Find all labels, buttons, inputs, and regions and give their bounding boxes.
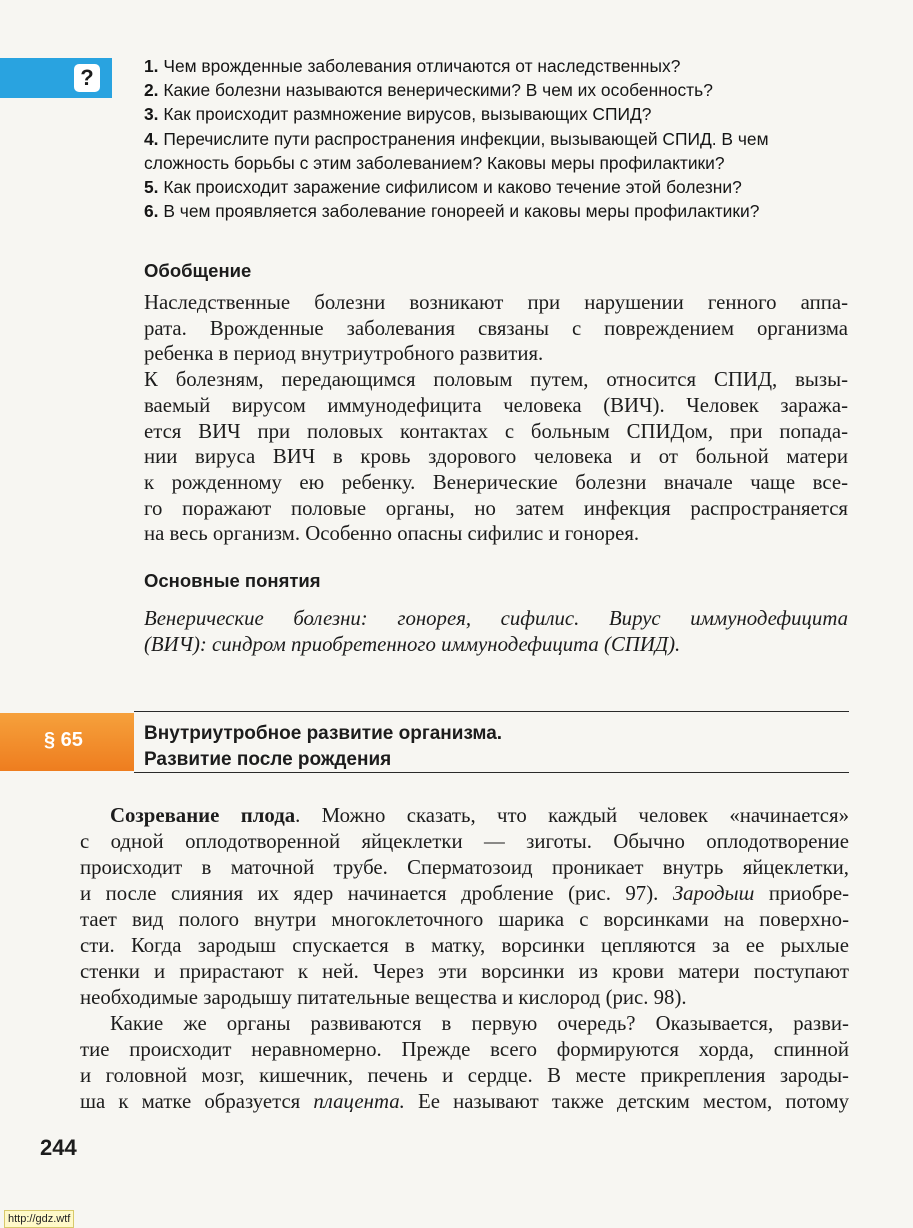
concepts-heading: Основные понятия xyxy=(144,570,321,591)
question-item xyxy=(144,199,854,223)
text-line: (ВИЧ): синдром приобретенного иммунодефицита (СПИД). xyxy=(144,632,681,656)
paragraph-tab xyxy=(0,713,134,771)
question-text: Перечислите пути распространения инфекции, вызывающей СПИД. В чем xyxy=(158,128,769,149)
text-line: с одной оплодотворенной яйцеклетки — зиготы. Обычно оплодотворение xyxy=(80,830,849,853)
question-text: сложность борьбы с этим заболеванием? Каковы меры профилактики? xyxy=(144,152,725,173)
question-number: 2. xyxy=(144,80,159,101)
question-item xyxy=(144,127,854,151)
chapter-top-rule xyxy=(134,711,849,712)
text-line xyxy=(80,1089,849,1115)
term-bold: Созревание плода xyxy=(110,804,296,827)
text-line xyxy=(80,881,849,907)
chapter-title xyxy=(144,721,502,773)
text-line: нии вируса ВИЧ в кровь здорового человека и от больной матери xyxy=(144,445,848,469)
text-line: го поражают половые органы, но затем инфекция распространяется xyxy=(144,496,848,520)
text-line: Венерические болезни: гонорея, сифилис. Вирус иммунодефицита xyxy=(144,607,848,630)
text-fragment: . Можно сказать, что каждый человек «начинается» xyxy=(295,804,849,827)
text-fragment: приобре- xyxy=(768,882,850,905)
question-item xyxy=(144,102,854,126)
question-number: 6. xyxy=(144,201,159,222)
question-text: Как происходит размножение вирусов, вызывающих СПИД? xyxy=(158,104,652,125)
text-line: происходит в маточной трубе. Сперматозоид проникает внутрь яйцеклетки, xyxy=(80,856,849,879)
text-line: необходимые зародышу питательные вещества и кислород (рис. 98). xyxy=(80,986,687,1009)
question-item-continued xyxy=(144,151,854,175)
term-italic: Зародыш xyxy=(672,882,755,905)
text-fragment: ша к матке образуется xyxy=(80,1090,301,1113)
text-line: рата. Врожденные заболевания связаны с повреждением организма xyxy=(144,316,848,340)
body-text xyxy=(80,803,850,1115)
text-line: ется ВИЧ при половых контактах с больным СПИДом, при попада- xyxy=(144,419,848,443)
text-line: стенки и прирастают к ней. Через эти ворсинки из крови матери поступают xyxy=(80,960,849,983)
text-line: и головной мозг, кишечник, печень и сердце. В месте прикрепления зароды- xyxy=(80,1064,849,1087)
summary-text xyxy=(144,290,848,547)
text-fragment: и после слияния их ядер начинается дробление (рис. 97). xyxy=(80,882,659,905)
text-line: Наследственные болезни возникают при нарушении генного аппа- xyxy=(144,291,848,314)
term-italic: плацента. xyxy=(313,1090,405,1113)
text-line: ваемый вирусом иммунодефицита человека (ВИЧ). Человек заража- xyxy=(144,393,848,417)
concepts-text xyxy=(144,606,848,657)
question-item xyxy=(144,175,854,199)
text-line: сти. Когда зародыш спускается в матку, ворсинки цепляются за ее рыхлые xyxy=(80,934,849,957)
question-number: 5. xyxy=(144,177,159,198)
review-questions-list xyxy=(144,54,854,223)
text-line: на весь организм. Особенно опасны сифилис и гонорея. xyxy=(144,522,640,546)
text-line: Какие же органы развиваются в первую очередь? Оказывается, разви- xyxy=(110,1012,849,1035)
watermark-link[interactable]: http://gdz.wtf xyxy=(4,1210,74,1228)
chapter-title-line: Развитие после рождения xyxy=(144,749,392,770)
summary-heading: Обобщение xyxy=(144,260,252,281)
text-line: тает вид полого внутри многоклеточного шарика с ворсинками на поверхно- xyxy=(80,908,849,931)
text-line xyxy=(110,803,849,829)
question-number: 4. xyxy=(144,128,159,149)
chapter-bottom-rule xyxy=(134,772,849,773)
question-text: Как происходит заражение сифилисом и каково течение этой болезни? xyxy=(158,177,742,198)
text-line: ребенка в период внутриутробного развития. xyxy=(144,342,544,366)
question-text: В чем проявляется заболевание гонореей и каковы меры профилактики? xyxy=(158,201,760,222)
text-line: тие происходит неравномерно. Прежде всего формируются хорда, спинной xyxy=(80,1038,849,1061)
question-number: 1. xyxy=(144,56,159,76)
question-mark-icon: ? xyxy=(74,64,100,92)
question-text: Чем врожденные заболевания отличаются от наследственных? xyxy=(158,56,681,76)
question-number: 3. xyxy=(144,104,159,125)
text-fragment: Ее называют также детским местом, потому xyxy=(418,1090,849,1113)
question-item xyxy=(144,78,854,102)
question-text: Какие болезни называются венерическими? В чем их особенность? xyxy=(158,80,713,101)
question-item xyxy=(144,54,854,78)
paragraph-number: § 65 xyxy=(44,729,83,751)
page-number: 244 xyxy=(40,1135,77,1160)
text-line: К болезням, передающимся половым путем, относится СПИД, вызы- xyxy=(144,368,848,392)
text-line: к рожденному ею ребенку. Венерические болезни вначале чаще все- xyxy=(144,470,848,494)
chapter-title-line: Внутриутробное развитие организма. xyxy=(144,723,503,744)
